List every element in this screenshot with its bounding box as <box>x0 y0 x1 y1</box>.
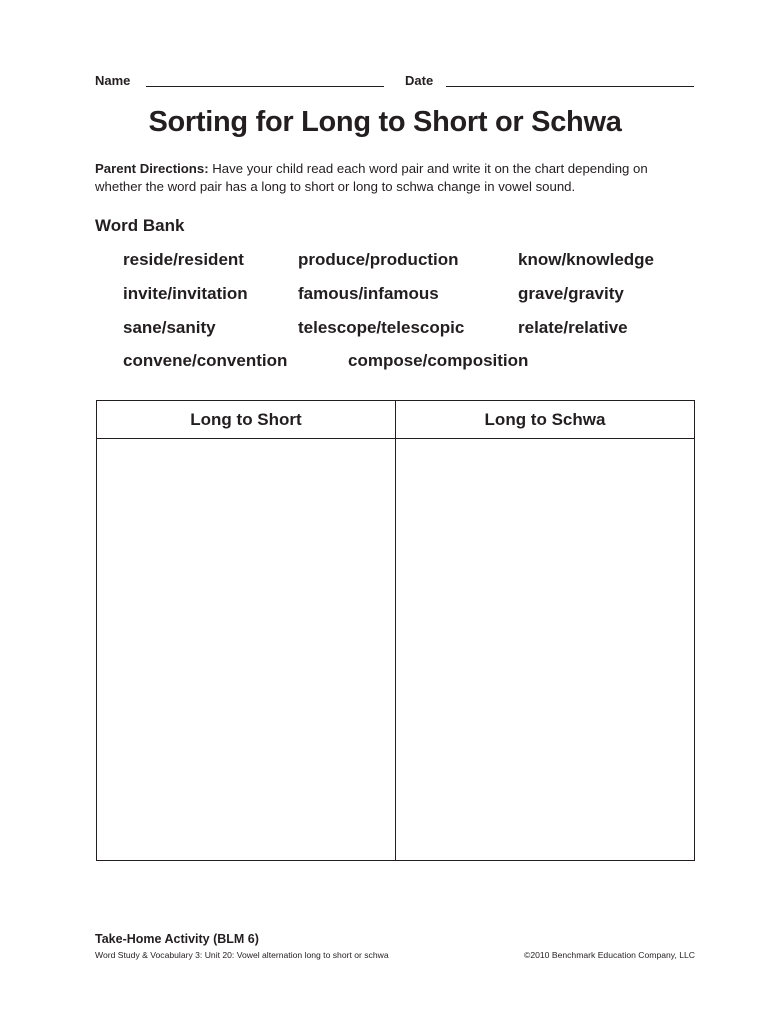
date-label: Date <box>405 73 434 88</box>
directions-text: Have your child read each word pair and write it on the chart depending on whether the word pair has a long to short or long to schwa change in vowel sound. <box>95 161 648 194</box>
footer-activity-title: Take-Home Activity (BLM 6) <box>95 932 259 946</box>
word-pair: compose/composition <box>348 351 529 370</box>
word-pair: grave/gravity <box>518 284 624 303</box>
long-to-schwa-writing-area[interactable] <box>396 439 694 859</box>
footer-unit-description: Word Study & Vocabulary 3: Unit 20: Vowel alternation long to short or schwa <box>95 950 389 960</box>
sorting-chart <box>96 400 695 861</box>
word-bank-heading: Word Bank <box>95 216 185 235</box>
word-pair: famous/infamous <box>298 284 439 303</box>
directions-label: Parent Directions: <box>95 161 209 176</box>
word-pair: invite/invitation <box>123 284 248 303</box>
name-label: Name <box>95 73 131 88</box>
name-field[interactable] <box>146 86 384 87</box>
column-header-long-to-short: Long to Short <box>190 410 302 429</box>
date-field[interactable] <box>446 86 694 87</box>
word-pair: relate/relative <box>518 318 628 337</box>
long-to-short-writing-area[interactable] <box>97 439 395 859</box>
word-pair: convene/convention <box>123 351 288 370</box>
column-header-long-to-schwa: Long to Schwa <box>484 410 606 429</box>
word-pair: reside/resident <box>123 250 244 269</box>
word-pair: sane/sanity <box>123 318 216 337</box>
footer-copyright: ©2010 Benchmark Education Company, LLC <box>524 950 695 960</box>
parent-directions <box>95 160 685 196</box>
page-title: Sorting for Long to Short or Schwa <box>148 106 622 138</box>
word-pair: know/knowledge <box>518 250 655 269</box>
word-pair: telescope/telescopic <box>298 318 465 337</box>
word-pair: produce/production <box>298 250 459 269</box>
